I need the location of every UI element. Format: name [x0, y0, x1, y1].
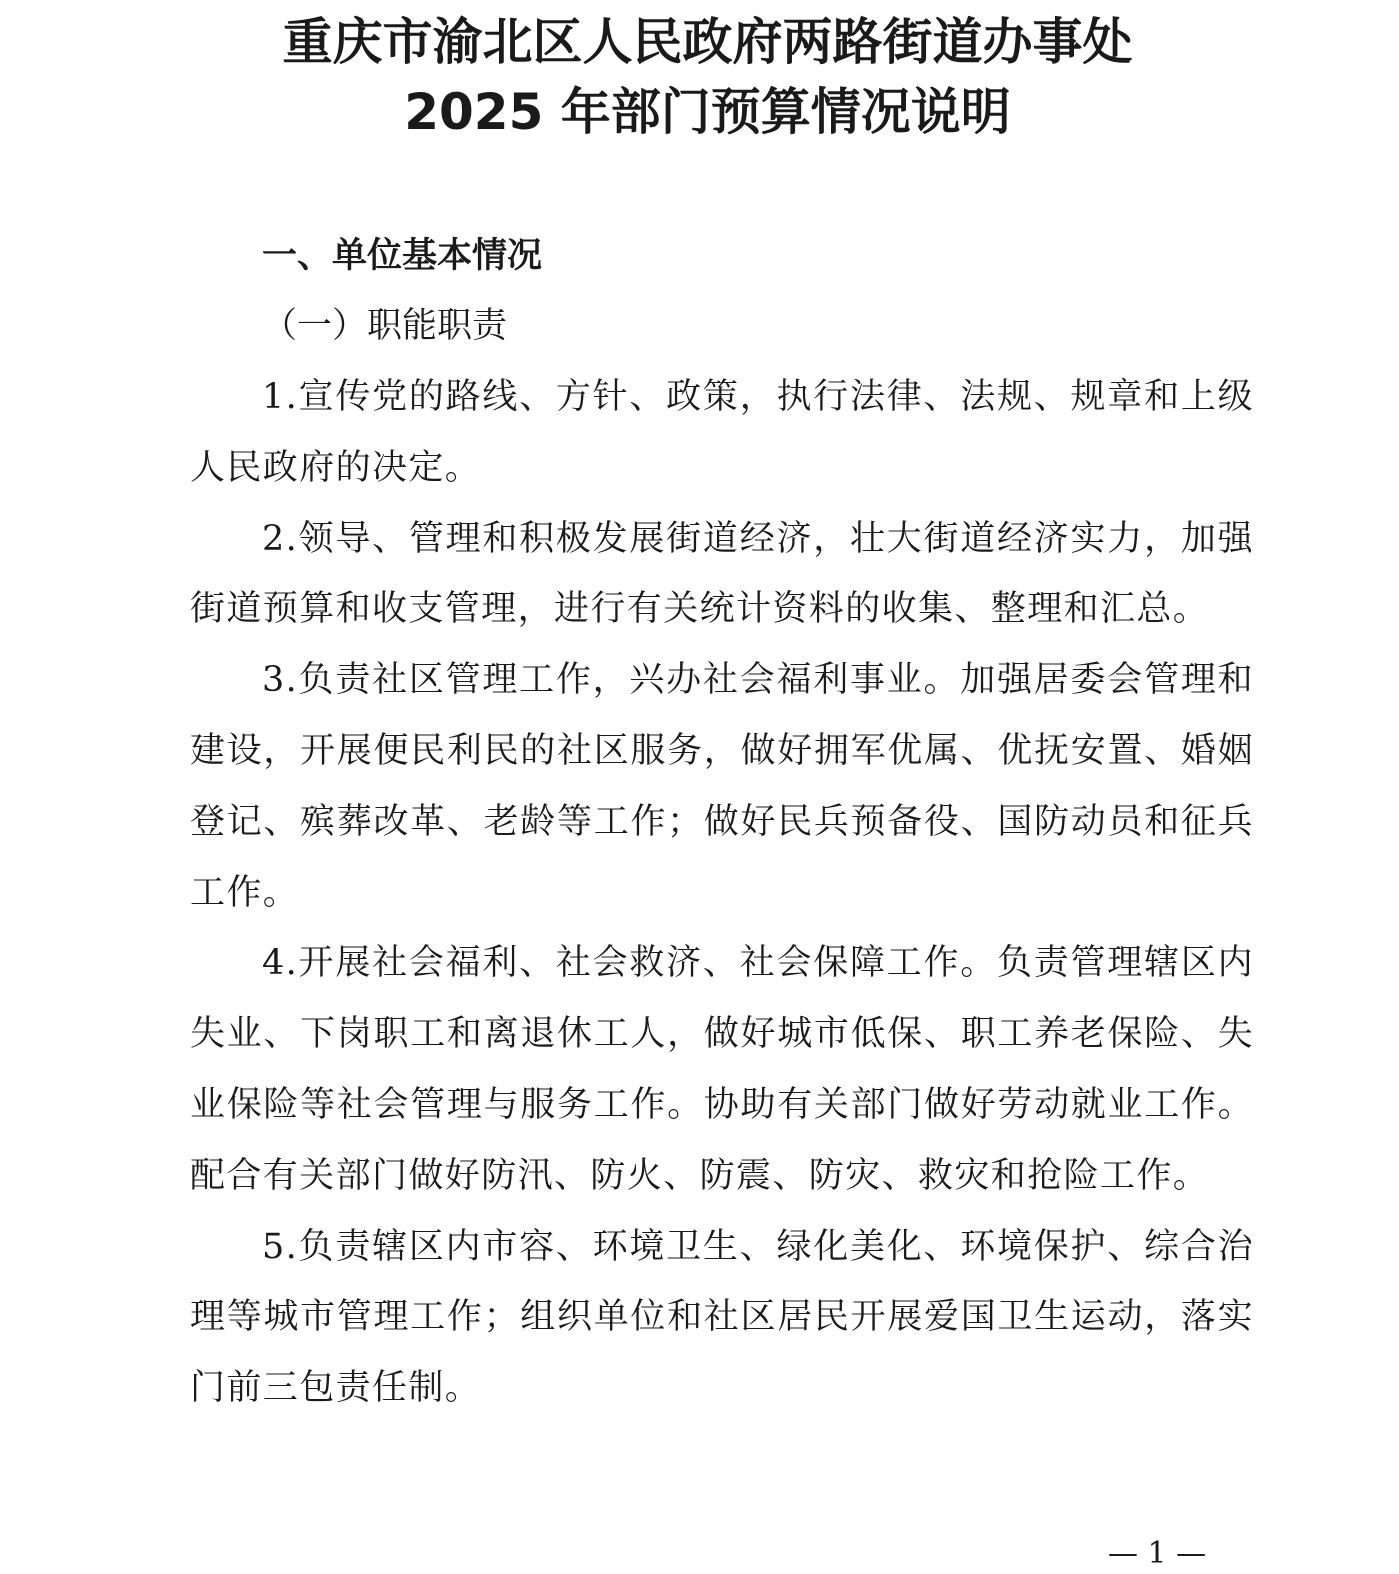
duty-paragraph-2: 2.领导、管理和积极发展街道经济，壮大街道经济实力，加强街道预算和收支管理，进行有关统计资料的收集、整理和汇总。: [190, 518, 1254, 630]
section-heading: 一、单位基本情况: [262, 236, 543, 276]
duties-list: [190, 362, 1254, 1424]
page-number: — 1 —: [1108, 1536, 1207, 1571]
document-title-line-1: 重庆市渝北区人民政府两路街道办事处: [282, 13, 1133, 71]
duty-paragraph-1: 1.宣传党的路线、方针、政策，执行法律、法规、规章和上级人民政府的决定。: [190, 377, 1254, 488]
subsection-heading: （一）职能职责: [262, 306, 508, 346]
duty-paragraph-4: 4.开展社会福利、社会救济、社会保障工作。负责管理辖区内失业、下岗职工和离退休工人，做好城市低保、职工养老保险、失业保险等社会管理与服务工作。协助有关部门做好劳动就业工作。配合有关部门做好防汛、防火、防震、防灾、救灾和抢险工作。: [190, 943, 1254, 1196]
document-title-line-2: 2025 年部门预算情况说明: [404, 83, 1011, 141]
duty-paragraph-5: 5.负责辖区内市容、环境卫生、绿化美化、环境保护、综合治理等城市管理工作；组织单位和社区居民开展爱国卫生运动，落实门前三包责任制。: [190, 1226, 1254, 1409]
duty-paragraph-3: 3.负责社区管理工作，兴办社会福利事业。加强居委会管理和建设，开展便民利民的社区服务，做好拥军优属、优抚安置、婚姻登记、殡葬改革、老龄等工作；做好民兵预备役、国防动员和征兵工作。: [190, 660, 1254, 913]
